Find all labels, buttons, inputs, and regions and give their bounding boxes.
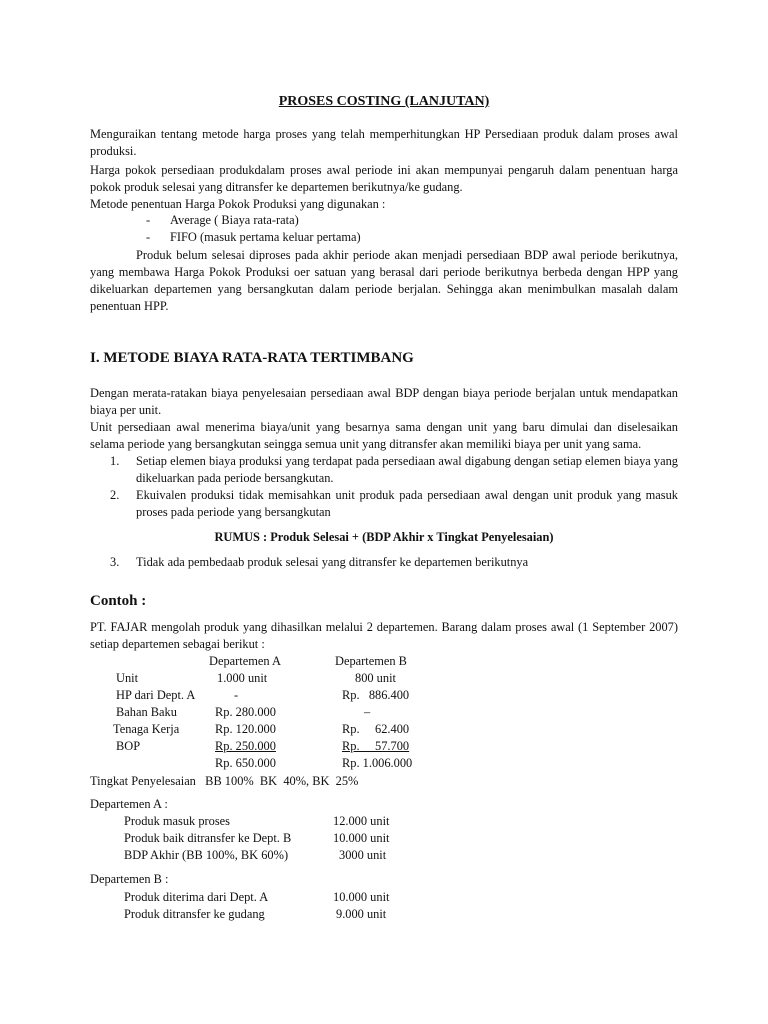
cell-dept-a-total: Rp. 650.000 (215, 756, 276, 770)
cell-dept-b: – (364, 705, 371, 719)
row-label: HP dari Dept. A (116, 688, 196, 702)
dept-a-label: Produk baik ditransfer ke Dept. B (124, 831, 292, 845)
dept-a-title: Departemen A : (90, 797, 168, 811)
example-heading: Contoh : (90, 593, 147, 609)
completion-level: Tingkat Penyelesaian BB 100% BK 40%, BK 25% (90, 774, 359, 788)
row-label: Unit (116, 671, 139, 685)
list-item: 1. Setiap elemen biaya produksi yang terdapat pada persediaan awal digabung dengan setiap elemen biaya yang dikeluarkan pada periode bersangkutan. (110, 454, 678, 485)
intro-paragraph-2: Harga pokok persediaan produkdalam proses awal periode ini akan mempunyai pengaruh dalam penentuan harga pokok produk selesai yang ditransfer ke departemen berikutnya/ke gudang. (90, 163, 678, 194)
row-label: Bahan Baku (116, 705, 177, 719)
section-heading: I. METODE BIAYA RATA-RATA TERTIMBANG (90, 350, 414, 366)
intro-paragraph-4: Produk belum selesai diproses pada akhir periode akan menjadi persediaan BDP awal periode berikutnya, yang membawa Harga Pokok Produksi oer satuan yang berasal dari periode berikutnya berbeda dengan HPP yang dikeluarkan departemen yang bersangkutan dalam periode berjalan. Sehingga akan menimbulkan masalah dalam penentuan HPP. (90, 248, 678, 313)
cell-dept-a: 1.000 unit (217, 671, 268, 685)
dept-a-label: BDP Akhir (BB 100%, BK 60%) (124, 848, 289, 862)
bullet-item: - Average ( Biaya rata-rata) (146, 213, 299, 227)
column-header-dept-a: Departemen A (209, 654, 281, 668)
numbered-list (110, 453, 678, 521)
method-bullet-list (146, 212, 361, 246)
dept-b-label: Produk diterima dari Dept. A (124, 890, 269, 904)
bullet-item: - FIFO (masuk pertama keluar pertama) (146, 230, 361, 244)
dept-a-value: 3000 unit (339, 848, 387, 862)
list-item: 2. Ekuivalen produksi tidak memisahkan unit produk pada persediaan awal dengan unit produk yang masuk proses pada periode yang bersangkutan (110, 488, 678, 519)
column-header-dept-b: Departemen B (335, 654, 407, 668)
section-paragraph-1: Dengan merata-ratakan biaya penyelesaian persediaan awal BDP dengan biaya periode berjalan untuk mendapatkan biaya per unit. (90, 386, 678, 417)
cell-dept-b: Rp. 886.400 (342, 688, 410, 702)
cell-dept-a: Rp. 280.000 (215, 705, 276, 719)
numbered-list-continued (110, 554, 678, 571)
row-label: Tenaga Kerja (113, 722, 180, 736)
dept-a-label: Produk masuk proses (124, 814, 231, 828)
dept-a-value: 12.000 unit (333, 814, 390, 828)
dept-b-title: Departemen B : (90, 872, 169, 886)
cell-dept-b: 800 unit (355, 671, 396, 685)
intro-paragraph-1: Menguraikan tentang metode harga proses yang telah memperhitungkan HP Persediaan produk dalam proses awal produksi. (90, 127, 678, 158)
dept-b-value: 9.000 unit (336, 907, 387, 921)
cell-dept-a: Rp. 250.000 (215, 739, 276, 753)
cell-dept-a: Rp. 120.000 (215, 722, 276, 736)
dept-b-value: 10.000 unit (333, 890, 390, 904)
formula: RUMUS : Produk Selesai + (BDP Akhir x Tingkat Penyelesaian) (214, 530, 554, 544)
cell-dept-b-total: Rp. 1.006.000 (342, 756, 413, 770)
cell-dept-b: Rp. 57.700 (342, 739, 410, 753)
row-label: BOP (116, 739, 141, 753)
example-intro: PT. FAJAR mengolah produk yang dihasilkan melalui 2 departemen. Barang dalam proses awal (1 September 2007) setiap departemen sebagai berikut : (90, 620, 678, 651)
section-paragraph-2: Unit persediaan awal menerima biaya/unit yang besarnya sama dengan unit yang baru dimulai dan diselesaikan selama periode yang bersangkutan seingga semua unit yang ditransfer akan memiliki biaya per unit yang sama. (90, 420, 678, 451)
dept-b-label: Produk ditransfer ke gudang (124, 907, 265, 921)
page-title: PROSES COSTING (LANJUTAN) (278, 94, 490, 109)
dept-a-value: 10.000 unit (333, 831, 390, 845)
intro-paragraph-3: Metode penentuan Harga Pokok Produksi yang digunakan : (90, 197, 386, 211)
list-item: 3. Tidak ada pembedaab produk selesai yang ditransfer ke departemen berikutnya (110, 555, 529, 569)
cell-dept-b: Rp. 62.400 (342, 722, 410, 736)
cell-dept-a: - (234, 688, 239, 702)
